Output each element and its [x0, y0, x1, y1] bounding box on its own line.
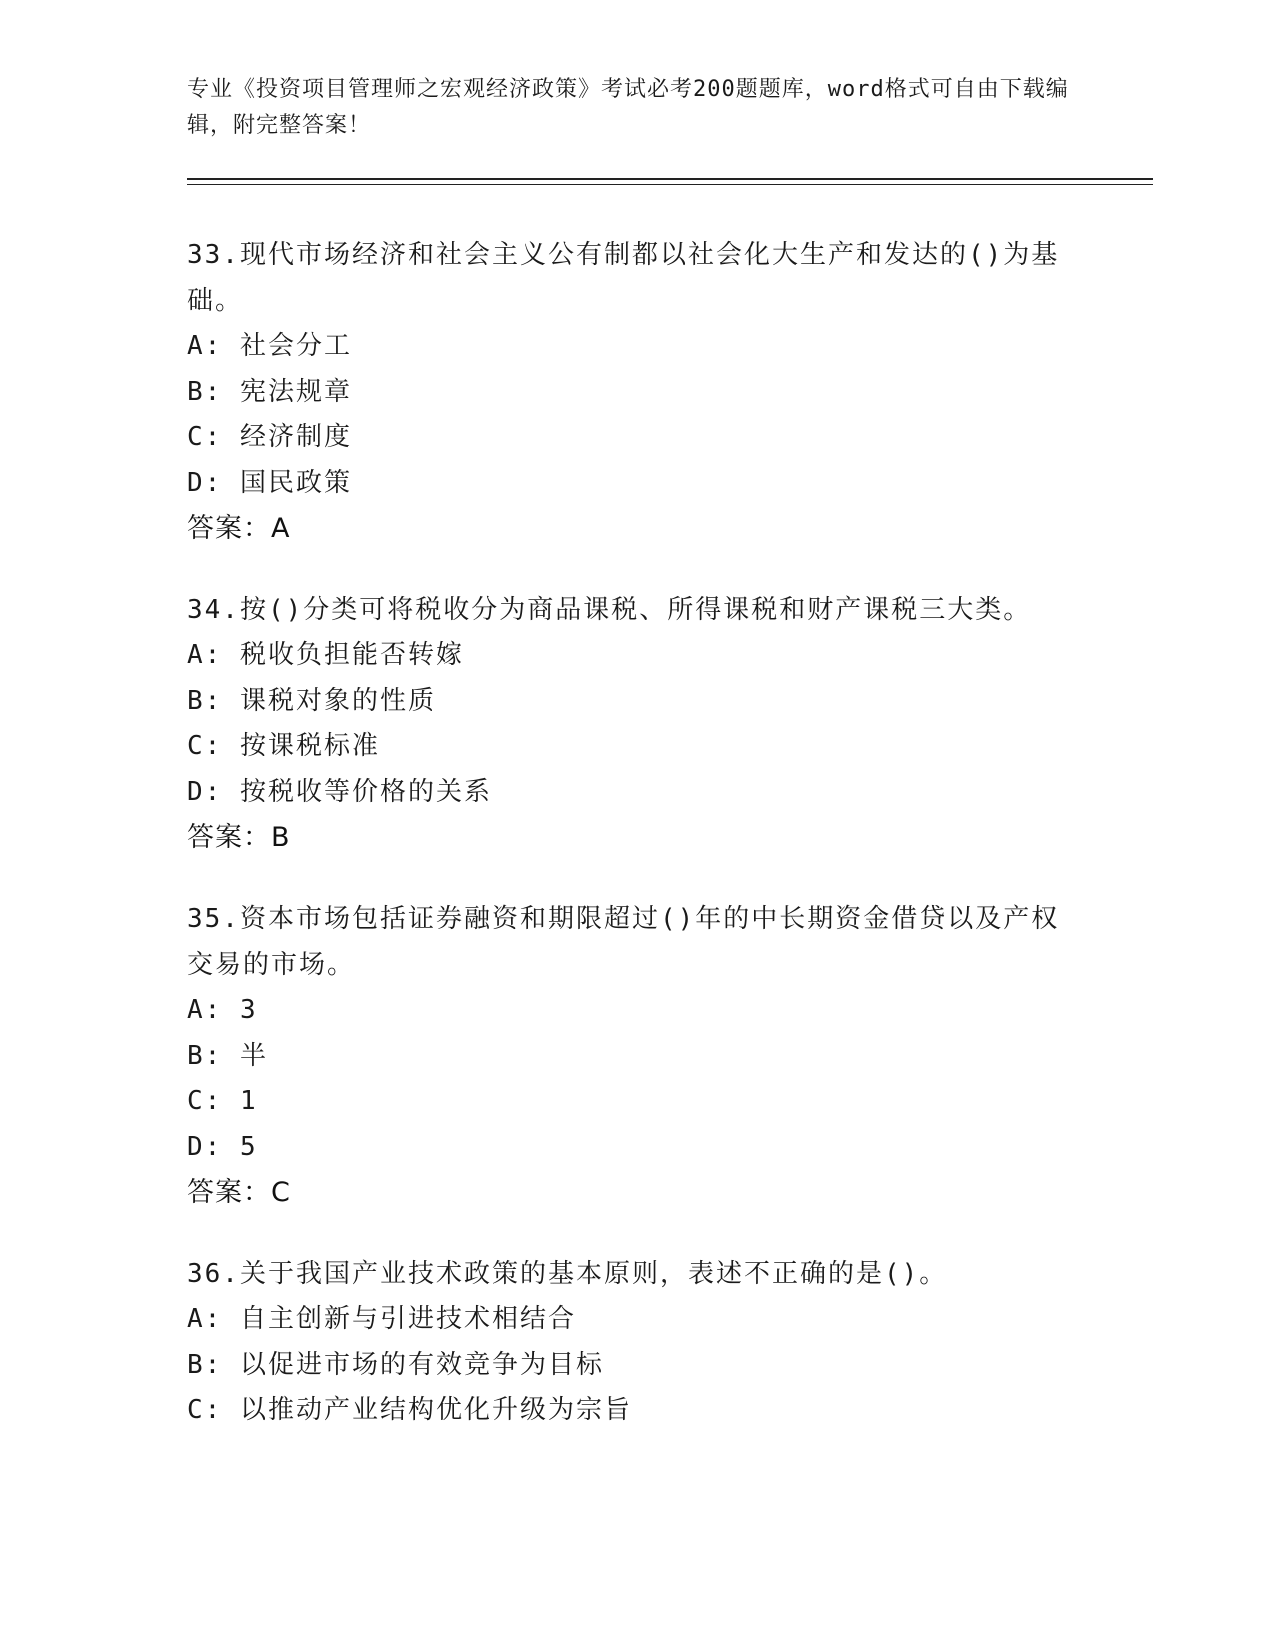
option-b: B: 课税对象的性质 — [187, 685, 436, 716]
option-c: C: 按课税标准 — [187, 731, 380, 761]
answer-line: 答案：B — [187, 822, 291, 853]
question-stem: 36.关于我国产业技术政策的基本原则，表述不正确的是()。 — [187, 1259, 948, 1289]
option-b: B: 以促进市场的有效竞争为目标 — [187, 1349, 604, 1380]
answer-line: 答案：A — [187, 513, 291, 544]
option-b: B: 半 — [187, 1040, 268, 1071]
option-a: A: 自主创新与引进技术相结合 — [187, 1304, 576, 1334]
option-a: A: 社会分工 — [187, 331, 352, 361]
option-c: C: 1 — [187, 1086, 258, 1116]
header-divider-thick — [187, 178, 1153, 180]
option-d: D: 5 — [187, 1131, 258, 1162]
answer-line: 答案：C — [187, 1177, 291, 1208]
option-c: C: 以推动产业结构优化升级为宗旨 — [187, 1395, 632, 1425]
question-stem: 34.按()分类可将税收分为商品课税、所得课税和财产课税三大类。 — [187, 595, 1032, 625]
option-c: C: 经济制度 — [187, 422, 352, 452]
option-a: A: 3 — [187, 995, 258, 1025]
option-d: D: 按税收等价格的关系 — [187, 776, 492, 807]
question-33 — [187, 232, 1077, 552]
question-35 — [187, 896, 1077, 1216]
question-stem: 35.资本市场包括证券融资和期限超过()年的中长期资金借贷以及产权交易的市场。 — [187, 904, 1060, 980]
question-34 — [187, 587, 1077, 861]
question-list — [187, 232, 1077, 1469]
question-stem: 33.现代市场经济和社会主义公有制都以社会化大生产和发达的()为基础。 — [187, 240, 1060, 316]
question-36 — [187, 1251, 1077, 1434]
option-b: B: 宪法规章 — [187, 376, 352, 407]
document-header: 专业《投资项目管理师之宏观经济政策》考试必考200题题库，word格式可自由下载编辑，附完整答案！ — [187, 77, 1069, 138]
option-d: D: 国民政策 — [187, 467, 352, 498]
header-divider-thin — [187, 184, 1153, 185]
option-a: A: 税收负担能否转嫁 — [187, 640, 464, 670]
